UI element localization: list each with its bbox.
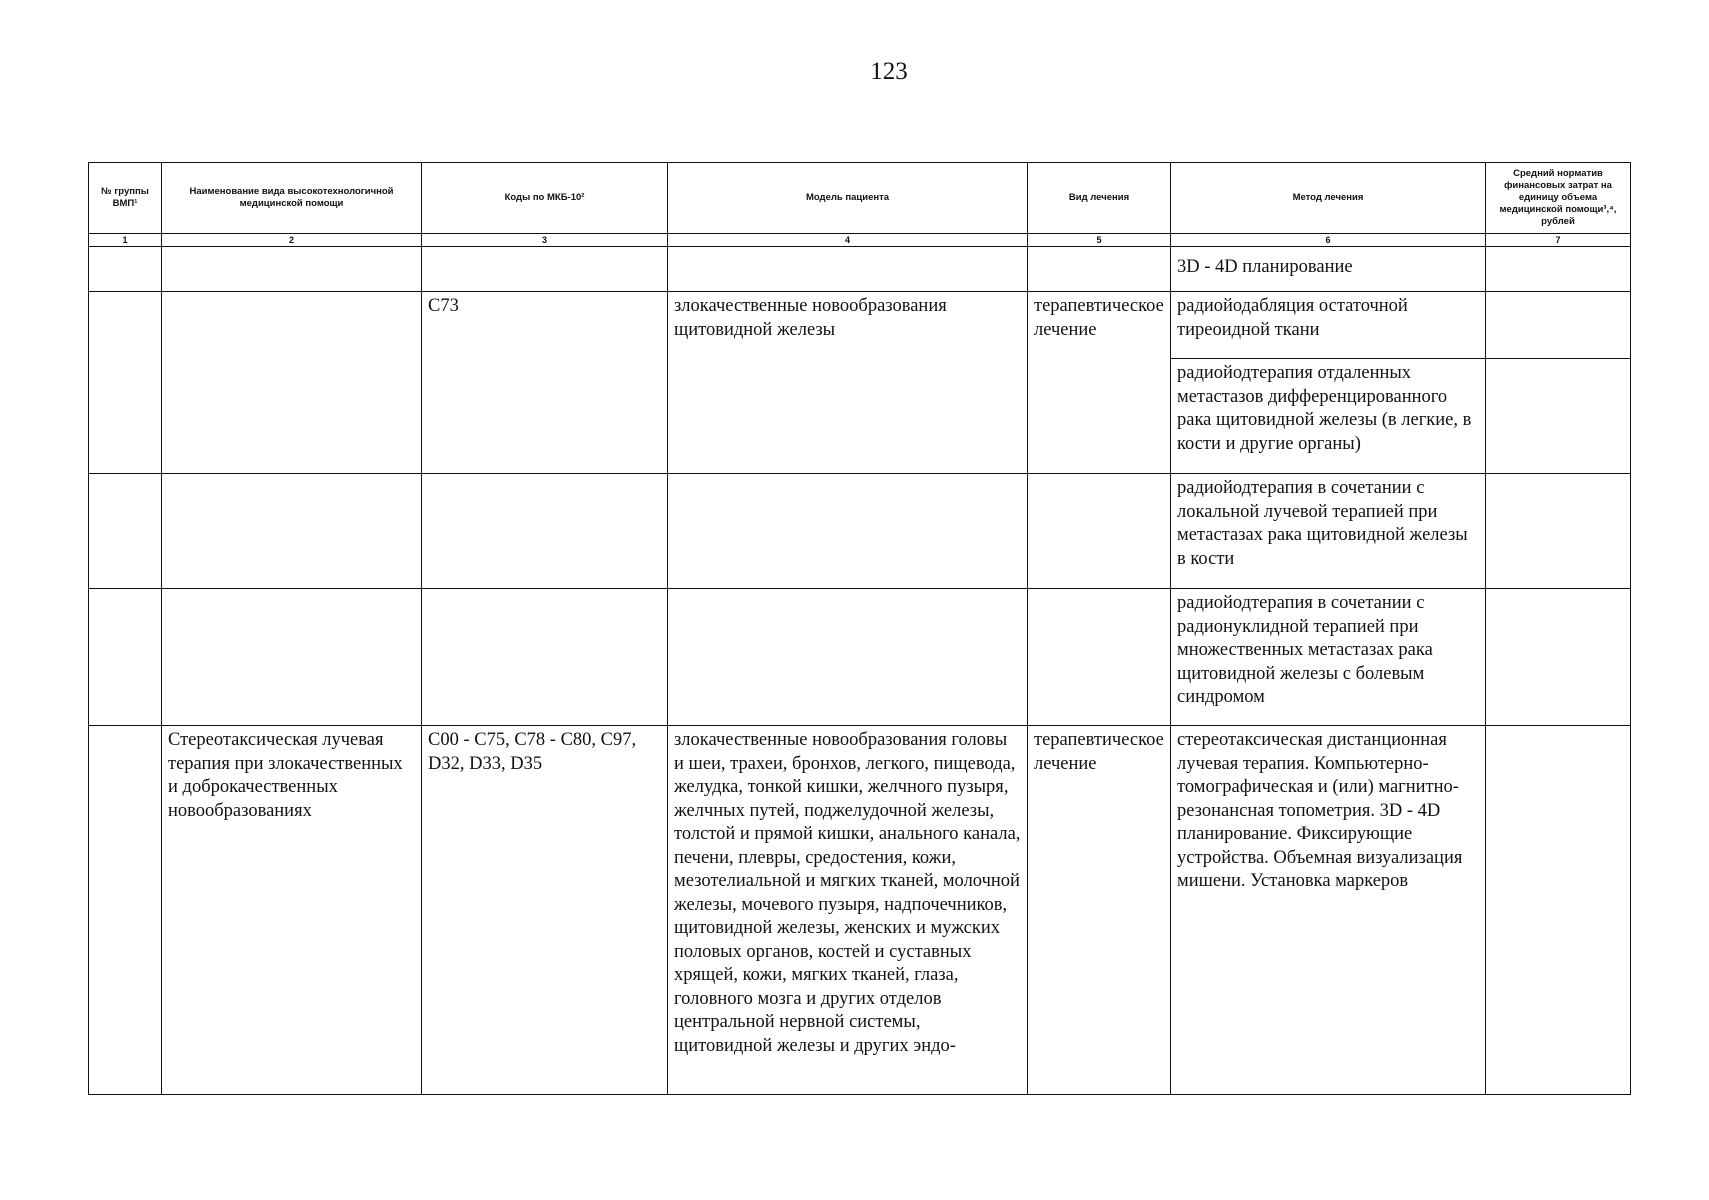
codes-cell: C00 - C75, C78 - C80, C97, D32, D33, D35 [422,726,668,1095]
method-cell: радиойодабляция остаточной тиреоидной ткани [1171,292,1486,359]
column-number: 6 [1171,234,1486,247]
cost-cell [1486,474,1631,589]
group-cell [89,247,162,292]
method-cell: радиойодтерапия в сочетании с локальной лучевой терапией при метастазах рака щитовидной железы в кости [1171,474,1486,589]
codes-cell [422,474,668,589]
header-treatment-method: Метод лечения [1171,163,1486,234]
header-treatment-type: Вид лечения [1028,163,1171,234]
page-number: 123 [870,58,908,85]
header-icd-codes: Коды по МКБ-10² [422,163,668,234]
model-cell [668,247,1028,292]
method-cell: стереотаксическая дистанционная лучевая терапия. Компьютерно-томографическая и (или) магнитно-резонансная топометрия. 3D - 4D планирование. Фиксирующие устройства. Объемная визуализация мишени. Установка маркеров [1171,726,1486,1095]
name-cell: Стереотаксическая лучевая терапия при злокачественных и доброкачественных новообразованиях [162,726,422,1095]
header-patient-model: Модель пациента [668,163,1028,234]
model-cell [668,589,1028,726]
method-cell: радиойодтерапия в сочетании с радионуклидной терапией при множественных метастазах рака щитовидной железы с болевым синдромом [1171,589,1486,726]
treatment-cell: терапевтическое лечение [1028,726,1171,1095]
column-number: 3 [422,234,668,247]
vmp-table [88,162,1631,1095]
treatment-cell [1028,589,1171,726]
column-number: 7 [1486,234,1631,247]
cost-cell [1486,247,1631,292]
header-average-cost: Средний норматив финансовых затрат на единицу объема медицинской помощи³,⁴, рублей [1486,163,1631,234]
method-cell: радиойодтерапия отдаленных метастазов дифференцированного рака щитовидной железы (в легкие, в кости и другие органы) [1171,359,1486,474]
column-number-row [89,234,1631,247]
header-row [89,163,1631,234]
table-row [89,589,1631,726]
group-cell [89,292,162,474]
cost-cell [1486,726,1631,1095]
model-cell: злокачественные новообразования щитовидной железы [668,292,1028,474]
codes-cell [422,247,668,292]
group-cell [89,589,162,726]
header-care-type-name: Наименование вида высокотехнологичной медицинской помощи [162,163,422,234]
treatment-cell: терапевтическое лечение [1028,292,1171,474]
table-row [89,292,1631,359]
header-group-number: № группы ВМП¹ [89,163,162,234]
codes-cell [422,589,668,726]
treatment-cell [1028,247,1171,292]
table-row [89,247,1631,292]
model-cell: злокачественные новообразования головы и шеи, трахеи, бронхов, легкого, пищевода, желудка, тонкой кишки, желчного пузыря, желчных путей, поджелудочной железы, толстой и прямой кишки, анального канала, печени, плевры, средостения, кожи, мезотелиальной и мягких тканей, молочной железы, мочевого пузыря, надпочечников, щитовидной железы, женских и мужских половых органов, костей и суставных хрящей, кожи, мягких тканей, глаза, головного мозга и других отделов центральной нервной системы, щитовидной железы и других эндо- [668,726,1028,1095]
codes-cell: C73 [422,292,668,474]
cost-cell [1486,292,1631,359]
name-cell [162,292,422,474]
column-number: 4 [668,234,1028,247]
name-cell [162,247,422,292]
column-number: 2 [162,234,422,247]
column-number: 1 [89,234,162,247]
model-cell [668,474,1028,589]
cost-cell [1486,359,1631,474]
name-cell [162,589,422,726]
table-row [89,474,1631,589]
treatment-cell [1028,474,1171,589]
table-row [89,726,1631,1095]
name-cell [162,474,422,589]
group-cell [89,474,162,589]
group-cell [89,726,162,1095]
column-number: 5 [1028,234,1171,247]
method-cell: 3D - 4D планирование [1171,247,1486,292]
cost-cell [1486,589,1631,726]
